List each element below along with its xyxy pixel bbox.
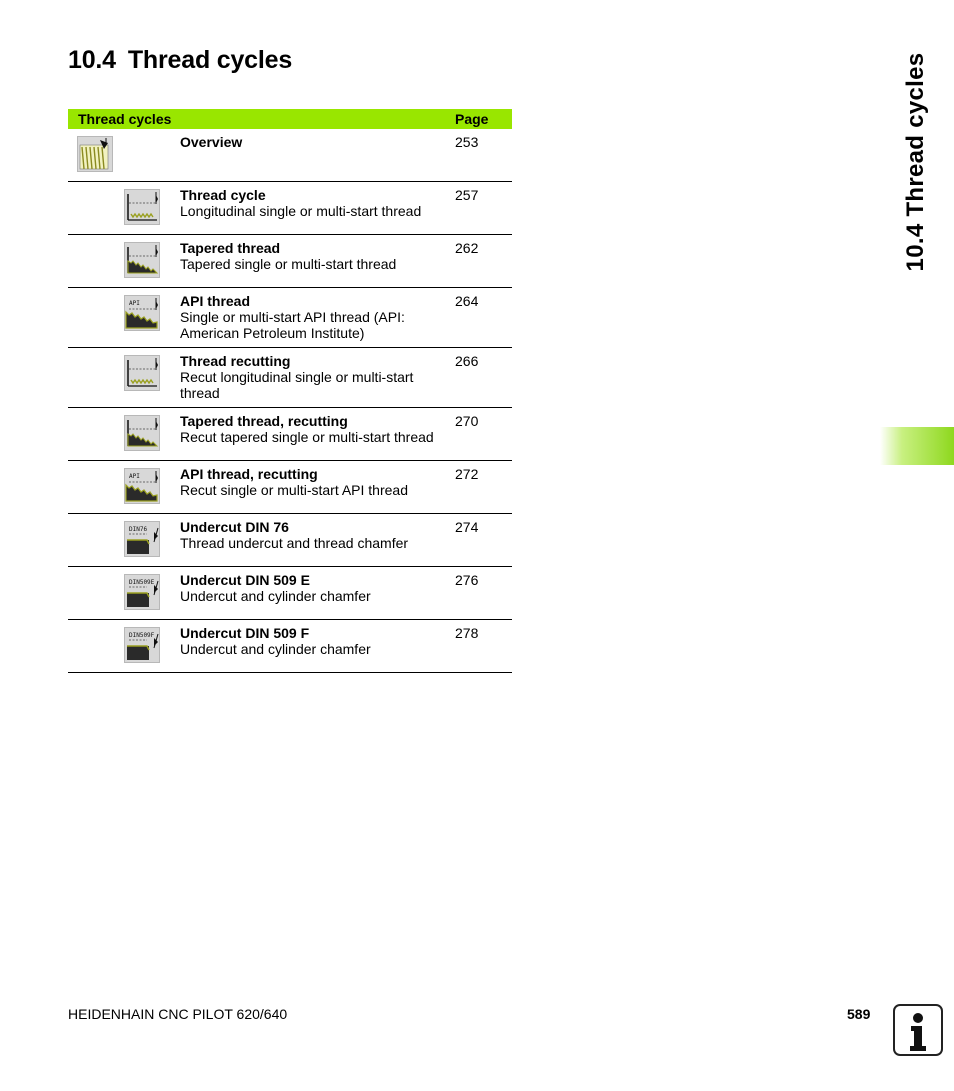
row-title: API thread, recutting (180, 466, 318, 482)
info-icon (893, 1004, 943, 1056)
svg-text:DIN509F: DIN509F (129, 632, 155, 639)
table-row (68, 514, 512, 567)
api-thread-icon (124, 295, 160, 331)
row-description: Tapered single or multi-start thread (180, 256, 397, 272)
svg-text:DIN509E: DIN509E (129, 579, 155, 586)
row-page: 264 (455, 288, 512, 348)
row-description-cell (180, 288, 455, 348)
svg-text:API: API (129, 473, 140, 480)
row-title: Overview (180, 134, 243, 150)
page-heading (68, 46, 292, 75)
row-icon-cell (68, 567, 180, 620)
row-description-cell (180, 129, 455, 182)
page-number: 589 (847, 1006, 871, 1022)
svg-text:DIN76: DIN76 (129, 526, 148, 533)
table-row (68, 129, 512, 182)
table-row (68, 567, 512, 620)
row-description: Single or multi-start API thread (API: American Petroleum Institute) (180, 309, 405, 341)
row-description-cell (180, 182, 455, 235)
undercut-din76-icon (124, 521, 160, 557)
row-icon-cell (68, 461, 180, 514)
row-description-cell (180, 514, 455, 567)
section-number: 10.4 (68, 46, 116, 74)
row-page: 276 (455, 567, 512, 620)
row-page: 253 (455, 129, 512, 182)
row-icon-cell (68, 514, 180, 567)
table-row (68, 348, 512, 408)
table-header-row (68, 109, 512, 129)
table-row (68, 408, 512, 461)
side-section-title: 10.4 Thread cycles (902, 52, 929, 272)
row-description: Undercut and cylinder chamfer (180, 641, 371, 657)
tapered-thread-icon (124, 242, 160, 278)
footer-product: HEIDENHAIN CNC PILOT 620/640 (68, 1006, 288, 1022)
row-page: 262 (455, 235, 512, 288)
row-page: 274 (455, 514, 512, 567)
api-thread-recutting-icon (124, 468, 160, 504)
row-title: Undercut DIN 509 E (180, 572, 310, 588)
table-row (68, 182, 512, 235)
row-icon-cell (68, 182, 180, 235)
row-title: Thread cycle (180, 187, 266, 203)
table-row (68, 461, 512, 514)
tapered-thread-recutting-icon (124, 415, 160, 451)
row-title: Tapered thread, recutting (180, 413, 348, 429)
undercut-din509e-icon (124, 574, 160, 610)
svg-text:API: API (129, 300, 140, 307)
row-description-cell (180, 620, 455, 673)
row-icon-cell (68, 129, 180, 182)
table-row (68, 288, 512, 348)
column-header-page: Page (455, 109, 512, 129)
row-page: 266 (455, 348, 512, 408)
thread-recutting-icon (124, 355, 160, 391)
row-page: 278 (455, 620, 512, 673)
row-description: Undercut and cylinder chamfer (180, 588, 371, 604)
row-description: Recut tapered single or multi-start thread (180, 429, 434, 445)
row-description-cell (180, 235, 455, 288)
row-icon-cell (68, 348, 180, 408)
row-page: 257 (455, 182, 512, 235)
row-description: Thread undercut and thread chamfer (180, 535, 409, 551)
row-description: Recut single or multi-start API thread (180, 482, 408, 498)
thread-cycles-table (68, 109, 512, 673)
overview-thread-icon (77, 136, 113, 172)
row-title: API thread (180, 293, 251, 309)
row-title: Undercut DIN 509 F (180, 625, 310, 641)
section-title: Thread cycles (127, 46, 293, 74)
row-description-cell (180, 461, 455, 514)
row-icon-cell (68, 620, 180, 673)
row-icon-cell (68, 235, 180, 288)
undercut-din509f-icon (124, 627, 160, 663)
thread-cycle-icon (124, 189, 160, 225)
row-description: Recut longitudinal single or multi-start thread (180, 369, 414, 401)
row-description-cell (180, 408, 455, 461)
table-row (68, 620, 512, 673)
row-description: Longitudinal single or multi-start thread (180, 203, 422, 219)
row-title: Undercut DIN 76 (180, 519, 289, 535)
row-page: 270 (455, 408, 512, 461)
row-page: 272 (455, 461, 512, 514)
chapter-tab (880, 427, 954, 465)
row-description-cell (180, 348, 455, 408)
row-description-cell (180, 567, 455, 620)
row-icon-cell (68, 288, 180, 348)
row-title: Thread recutting (180, 353, 291, 369)
column-header-title: Thread cycles (68, 109, 455, 129)
table-row (68, 235, 512, 288)
row-icon-cell (68, 408, 180, 461)
row-title: Tapered thread (180, 240, 281, 256)
